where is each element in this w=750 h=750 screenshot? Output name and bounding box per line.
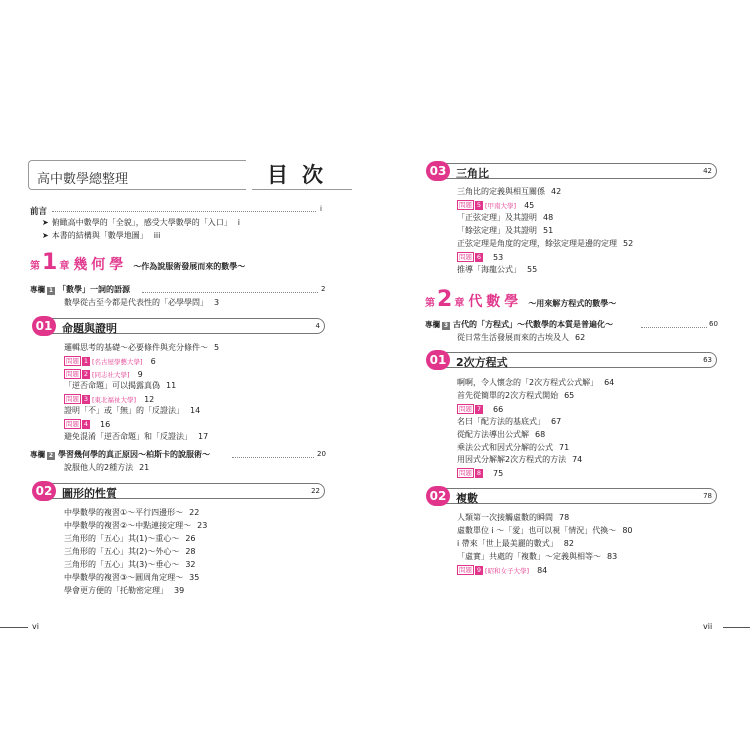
column-1-leader xyxy=(142,292,318,293)
problem-entry: 問題 8 75 xyxy=(459,468,504,478)
toc-entry: 三角比的定義與相互關係 42 xyxy=(457,187,562,196)
problem-entry: 問題 9 [昭和女子大學] 84 xyxy=(459,565,548,575)
problem-entry: 問題 7 66 xyxy=(459,404,504,414)
right-page xyxy=(375,0,750,750)
column-1: 專欄 1 「數學」一詞的語源 xyxy=(30,285,130,294)
toc-entry: 正弦定理是角度的定理，餘弦定理是邊的定理 52 xyxy=(457,239,634,248)
toc-entry: 學會更方便的「托勒密定理」 39 xyxy=(64,586,185,595)
section-01-bar: 01 2次方程式 63 xyxy=(427,352,717,368)
problem-entry: 問題 6 53 xyxy=(459,252,504,262)
toc-entry: 證明「不」或「無」的「反證法」 14 xyxy=(64,406,201,415)
toc-entry: 乘法公式和因式分解的公式 71 xyxy=(457,443,570,452)
toc-entry: 三角形的「五心」其(2)～外心～ 28 xyxy=(64,547,196,556)
toc-entry: 名曰「配方法的基底式」 67 xyxy=(457,417,562,426)
toc-entry: 中學數學的複習①～平行四邊形～ 22 xyxy=(64,508,200,517)
column-3: 專欄 3 古代的「方程式」～代數學的本質是普遍化～ xyxy=(425,320,613,329)
chapter-1-heading: 第1 章 幾何學 ～作為說服術發展而來的數學～ xyxy=(30,250,246,275)
problem-entry: 問題 5 [甲南大學] 45 xyxy=(459,200,535,210)
column-3-leader xyxy=(641,327,707,328)
arrow-icon: ➤ xyxy=(42,218,49,227)
toc-title: 目次 xyxy=(267,163,337,187)
section-02-bar: 02 圖形的性質 22 xyxy=(33,483,325,499)
toc-entry: 中學數學的複習②～中點連接定理～ 23 xyxy=(64,521,208,530)
arrow-icon: ➤ xyxy=(42,231,49,240)
toc-entry: 啊啊，令人懷念的「2次方程式公式解」 64 xyxy=(457,378,615,387)
toc-entry: 「正弦定理」及其證明 48 xyxy=(457,213,554,222)
footer-rule xyxy=(0,627,28,628)
preface-page: i xyxy=(320,205,322,213)
toc-entry: 「餘弦定理」及其證明 51 xyxy=(457,226,554,235)
column-1-desc: 數學從古至今都是代表性的「必學學問」 3 xyxy=(64,298,220,307)
section-badge: 01 xyxy=(32,316,56,336)
toc-entry: 邏輯思考的基礎～必要條件與充分條件～ 5 xyxy=(64,343,220,352)
section-badge: 01 xyxy=(426,350,450,370)
section-badge: 03 xyxy=(426,161,450,181)
column-2-page: 20 xyxy=(317,450,326,458)
preface-item: ➤ 本書的結構與「數學地圖」 iii xyxy=(42,231,161,240)
section-badge: 02 xyxy=(426,486,450,506)
toc-entry: 用因式分解解2次方程式的方法 74 xyxy=(457,455,583,464)
toc-entry: 三角形的「五心」其(1)～重心～ 26 xyxy=(64,534,196,543)
toc-entry: 「虛實」共處的「複數」～定義與相等～ 83 xyxy=(457,552,618,561)
book-title: 高中數學總整理 xyxy=(28,160,246,190)
problem-entry: 問題 4 16 xyxy=(66,419,111,429)
footer-rule xyxy=(723,627,750,628)
toc-entry: 從配方法導出公式解 68 xyxy=(457,430,546,439)
page-number: vii xyxy=(703,622,713,631)
problem-entry: 問題 2 [同志社大學] 9 xyxy=(66,369,143,379)
toc-entry: 「逆否命題」可以揭露真偽 11 xyxy=(64,381,177,390)
toc-entry: 三角形的「五心」其(3)～垂心～ 32 xyxy=(64,560,196,569)
toc-entry: 推導「海龍公式」 55 xyxy=(457,265,538,274)
preface-leader xyxy=(52,211,316,212)
problem-entry: 問題 1 [名古屋學藝大學] 6 xyxy=(66,356,156,366)
column-1-page: 2 xyxy=(321,285,326,293)
toc-entry: 人類第一次接觸虛數的瞬間 78 xyxy=(457,513,570,522)
preface-label: 前言 xyxy=(30,207,48,217)
toc-entry: 虛數單位 i ～「愛」也可以視「情況」代換～ 80 xyxy=(457,526,633,535)
preface-item: ➤ 俯瞰高中數學的「全貌」，感受大學數學的「入口」 i xyxy=(42,218,240,227)
column-2-desc: 說服他人的2種方法 21 xyxy=(64,463,150,472)
column-3-page: 60 xyxy=(709,320,718,328)
problem-entry: 問題 3 [東北福祉大學] 12 xyxy=(66,394,155,404)
page-number: vi xyxy=(32,622,39,631)
section-02-bar: 02 複數 78 xyxy=(427,488,717,504)
toc-entry: 避免混淆「逆否命題」和「反證法」 17 xyxy=(64,432,209,441)
toc-entry: i 帶來「世上最美麗的數式」 82 xyxy=(457,539,574,548)
toc-entry: 首先從簡單的2次方程式開始 65 xyxy=(457,391,575,400)
toc-title-underline xyxy=(252,189,352,190)
section-01-bar: 01 命題與證明 4 xyxy=(33,318,325,334)
column-2-leader xyxy=(232,457,314,458)
column-3-desc: 從日常生活發展而來的古埃及人 62 xyxy=(457,333,586,342)
chapter-2-heading: 第2 章 代數學 ～用來解方程式的數學～ xyxy=(425,287,617,312)
column-2: 專欄 2 學習幾何學的真正原因～柏斯卡的說服術～ xyxy=(30,450,210,459)
section-03-bar: 03 三角比 42 xyxy=(427,163,717,179)
toc-entry: 中學數學的複習③～圓周角定理～ 35 xyxy=(64,573,200,582)
section-badge: 02 xyxy=(32,481,56,501)
